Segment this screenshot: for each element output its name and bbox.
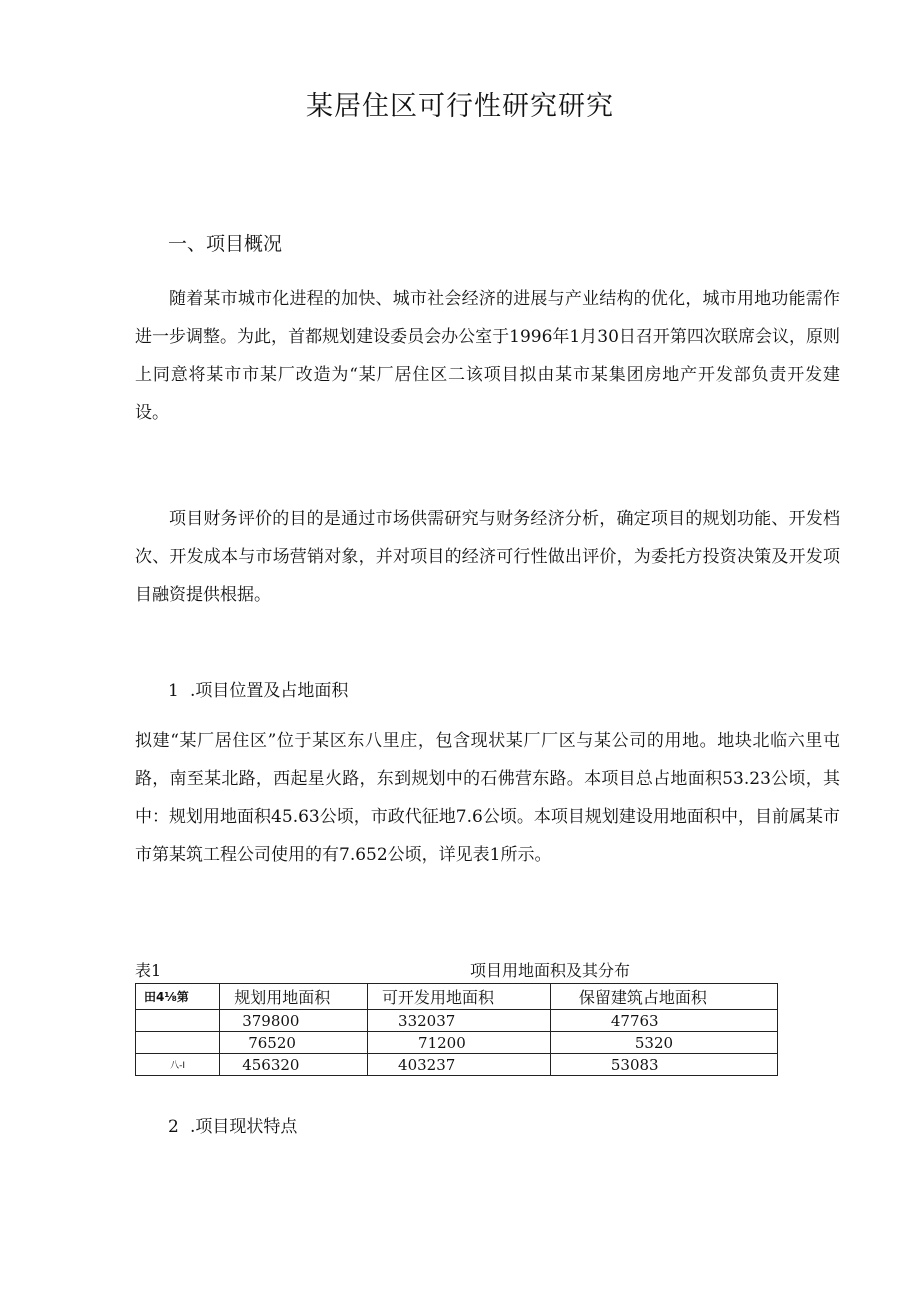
subsection-title: .项目位置及占地面积 [190, 681, 349, 701]
table-row [136, 1010, 778, 1032]
table-cell [136, 1010, 220, 1032]
table-row [136, 1054, 778, 1076]
subsection-heading-current-status [168, 1112, 297, 1137]
subsection-number: 1 [168, 681, 179, 701]
table-cell: 76520 [220, 1032, 368, 1054]
table-cell: 47763 [550, 1010, 777, 1032]
table-row [136, 1032, 778, 1054]
table-cell [136, 1032, 220, 1054]
subsection-heading-location [168, 676, 348, 701]
table-header-cell: 田4⅛第 [136, 984, 220, 1010]
table-header-cell: 可开发用地面积 [368, 984, 551, 1010]
subsection-title: .项目现状特点 [190, 1117, 298, 1137]
table-cell: 403237 [368, 1054, 551, 1076]
paragraph-background: 随着某市城市化进程的加快、城市社会经济的进展与产业结构的优化，城市用地功能需作进一步调整。为此，首都规划建设委员会办公室于1996年1月30日召开第四次联席会议，原则上同意将某市市某厂改造为“某厂居住区二该项目拟由某市某集团房地产开发部负责开发建设。 [135, 289, 840, 423]
paragraph-evaluation-purpose: 项目财务评价的目的是通过市场供需研究与财务经济分析，确定项目的规划功能、开发档次、开发成本与市场营销对象，并对项目的经济可行性做出评价，为委托方投资决策及开发项目融资提供根据。 [135, 509, 840, 605]
document-title: 某居住区可行性研究研究 [306, 91, 614, 122]
section-heading-project-overview: 一、项目概况 [168, 233, 283, 255]
table-cell: 456320 [220, 1054, 368, 1076]
table-caption: 项目用地面积及其分布 [470, 961, 631, 980]
table-cell: 八-I [136, 1054, 220, 1076]
table-cell: 5320 [550, 1032, 777, 1054]
table-header-cell: 规划用地面积 [220, 984, 368, 1010]
table-cell: 379800 [220, 1010, 368, 1032]
paragraph-location-area: 拟建“某厂居住区”位于某区东八里庄，包含现状某厂厂区与某公司的用地。地块北临六里屯路，南至某北路，西起星火路，东到规划中的石佛营东路。本项目总占地面积53.23公顷，其中：规划用地面积45.63公顷，市政代征地7.6公顷。本项目规划建设用地面积中，目前属某市市第某筑工程公司使用的有7.652公顷，详见表1所示。 [135, 731, 840, 865]
table-label: 表1 [135, 961, 162, 980]
land-area-table [135, 983, 778, 1076]
subsection-number: 2 [168, 1117, 179, 1137]
table-cell: 332037 [368, 1010, 551, 1032]
table-cell: 53083 [550, 1054, 777, 1076]
table-cell: 71200 [368, 1032, 551, 1054]
table-header-cell: 保留建筑占地面积 [550, 984, 777, 1010]
table-header-row [136, 984, 778, 1010]
